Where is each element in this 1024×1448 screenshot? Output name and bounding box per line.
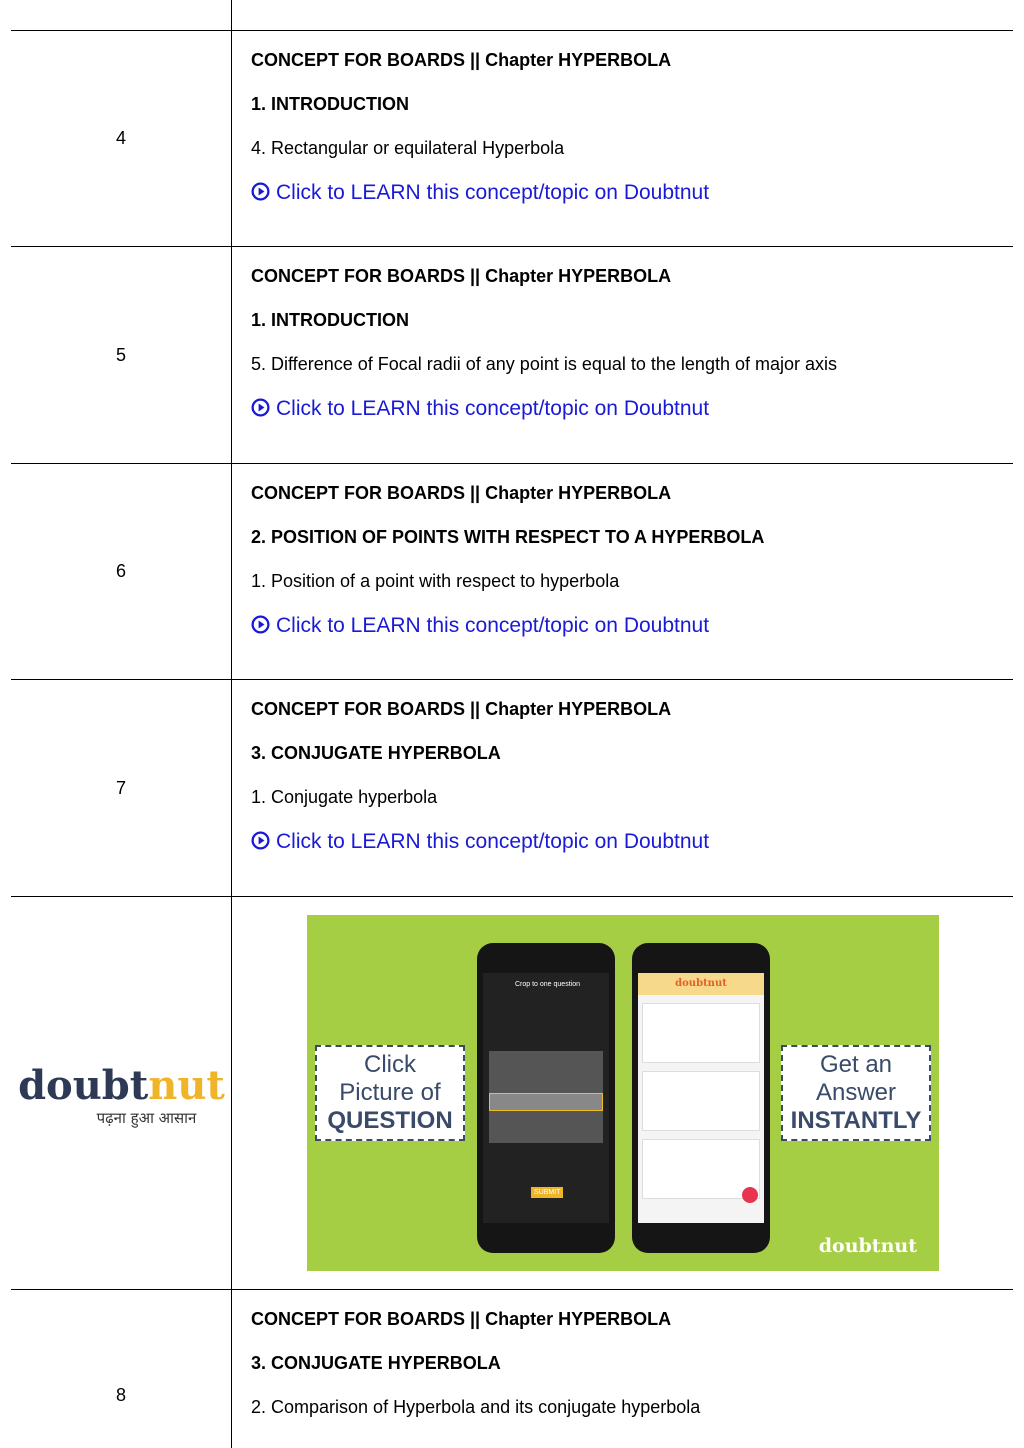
chapter-header: CONCEPT FOR BOARDS || Chapter HYPERBOLA xyxy=(251,266,672,286)
phone-mockup-right xyxy=(632,943,770,1253)
learn-link[interactable] xyxy=(251,614,709,638)
section-title: 3. CONJUGATE HYPERBOLA xyxy=(251,743,501,763)
learn-link-text: Click to LEARN this concept/topic on Doubtnut xyxy=(276,614,710,637)
logo-part-doubt: doubt xyxy=(18,1062,149,1109)
row-content xyxy=(232,247,1013,463)
learn-link[interactable] xyxy=(251,181,709,205)
row-content xyxy=(232,680,1013,896)
left-callout-line2: Picture of xyxy=(339,1079,441,1106)
topic-text: 1. Conjugate hyperbola xyxy=(251,787,438,807)
crop-highlight xyxy=(489,1093,603,1111)
row-content xyxy=(232,31,1013,246)
row-number: 5 xyxy=(11,247,232,463)
table-row xyxy=(11,680,1013,897)
play-circle-icon xyxy=(251,398,270,417)
table-row xyxy=(11,31,1013,247)
crop-caption: Crop to one question xyxy=(515,981,580,988)
phone-screen-right xyxy=(638,973,764,1223)
doubtnut-logo xyxy=(11,897,232,1289)
banner-cell xyxy=(232,897,1013,1289)
section-title: 1. INTRODUCTION xyxy=(251,94,410,114)
learn-link-text: Click to LEARN this concept/topic on Doubtnut xyxy=(276,397,710,420)
table-row xyxy=(11,464,1013,680)
banner-row xyxy=(11,897,1013,1290)
left-callout-line3: QUESTION xyxy=(327,1107,453,1134)
table-row xyxy=(11,247,1013,464)
learn-link-text: Click to LEARN this concept/topic on Doubtnut xyxy=(276,830,710,853)
logo-cell xyxy=(11,897,232,1289)
app-brand-bar: doubtnut xyxy=(638,973,764,995)
row-content xyxy=(232,1290,1013,1448)
learn-link[interactable] xyxy=(251,830,709,854)
left-callout xyxy=(315,1045,465,1141)
right-callout-line2: Answer xyxy=(815,1079,897,1106)
left-callout-line1: Click xyxy=(364,1051,416,1078)
phone-mockup-left xyxy=(477,943,615,1253)
topic-text: 4. Rectangular or equilateral Hyperbola xyxy=(251,138,565,158)
topic-text: 2. Comparison of Hyperbola and its conjugate hyperbola xyxy=(251,1397,701,1417)
phone-screen-left xyxy=(483,973,609,1223)
logo-tagline: पढ़ना हुआ आसान xyxy=(96,1109,197,1127)
row-number xyxy=(11,1290,232,1448)
chapter-header: CONCEPT FOR BOARDS || Chapter HYPERBOLA xyxy=(251,483,672,503)
submit-button: SUBMIT xyxy=(531,1187,563,1198)
camera-fab-icon xyxy=(742,1187,758,1203)
answer-card xyxy=(642,1003,760,1063)
topic-text: 5. Difference of Focal radii of any point is equal to the length of major axis xyxy=(251,354,837,374)
answer-card xyxy=(642,1071,760,1131)
play-circle-icon xyxy=(251,831,270,850)
chapter-header: CONCEPT FOR BOARDS || Chapter HYPERBOLA xyxy=(251,50,672,70)
number-cell xyxy=(11,0,232,30)
play-circle-icon xyxy=(251,182,270,201)
logo-part-nut: nut xyxy=(148,1062,225,1109)
section-title: 2. POSITION OF POINTS WITH RESPECT TO A HYPERBOLA xyxy=(251,527,765,547)
logo-wordmark xyxy=(18,1062,225,1109)
right-callout-line1: Get an xyxy=(819,1051,893,1078)
row-number-text: 8 xyxy=(115,1385,126,1405)
chapter-header: CONCEPT FOR BOARDS || Chapter HYPERBOLA xyxy=(251,1309,672,1329)
learn-link[interactable] xyxy=(251,397,709,421)
row-number: 4 xyxy=(11,31,232,246)
table-row xyxy=(11,1290,1013,1448)
right-callout-line3: INSTANTLY xyxy=(790,1107,922,1134)
learn-link-text: Click to LEARN this concept/topic on Doubtnut xyxy=(276,181,710,204)
play-circle-icon xyxy=(251,615,270,634)
table-row-stub xyxy=(11,0,1013,31)
promo-banner[interactable] xyxy=(307,915,939,1271)
topic-text: 1. Position of a point with respect to hyperbola xyxy=(251,571,620,591)
row-content xyxy=(232,464,1013,679)
row-number: 7 xyxy=(11,680,232,896)
section-title: 1. INTRODUCTION xyxy=(251,310,410,330)
section-title: 3. CONJUGATE HYPERBOLA xyxy=(251,1353,501,1373)
banner-brand-logo: doubtnut xyxy=(818,1235,917,1257)
right-callout xyxy=(781,1045,931,1141)
row-number: 6 xyxy=(11,464,232,679)
chapter-header: CONCEPT FOR BOARDS || Chapter HYPERBOLA xyxy=(251,699,672,719)
